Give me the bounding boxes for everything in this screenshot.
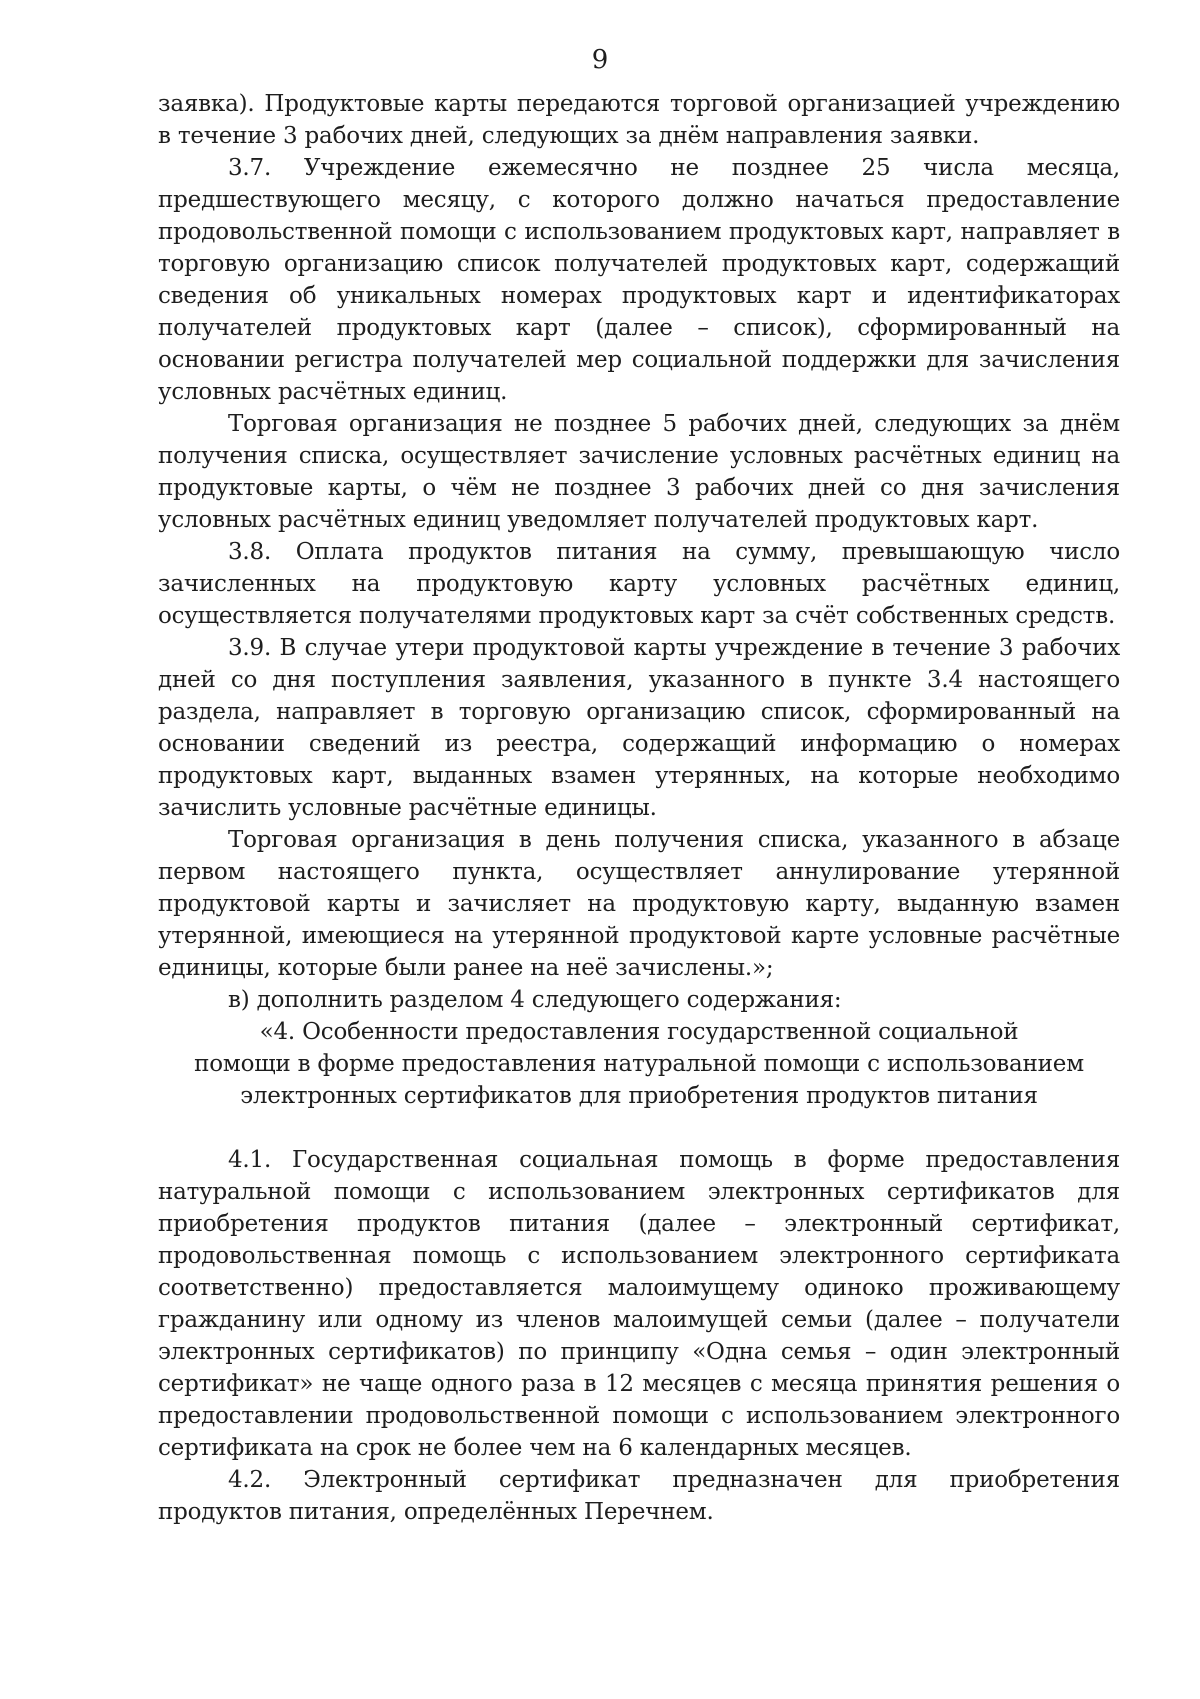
paragraph-3-7-crediting: Торговая организация не позднее 5 рабочих дней, следующих за днём получения списка, осуществляет зачисление условных расчётных единиц на продуктовые карты, о чём не позднее 3 рабочих дней со дня зачисления условных расчётных единиц уведомляет получателей продуктовых карт.: [158, 411, 1120, 533]
section-4-heading-line-1: «4. Особенности предоставления государственной социальной: [259, 1019, 1019, 1045]
heading-spacer: [158, 1112, 1120, 1144]
paragraph-3-9-annulment: Торговая организация в день получения списка, указанного в абзаце первом настоящего пункта, осуществляет аннулирование утерянной продуктовой карты и зачисляет на продуктовую карту, выданную взамен утерянной, имеющиеся на утерянной продуктовой карте условные расчётные единицы, которые были ранее на неё зачислены.»;: [158, 827, 1120, 981]
paragraph-4-1: 4.1. Государственная социальная помощь в форме предоставления натуральной помощи с использованием электронных сертификатов для приобретения продуктов питания (далее – электронный сертификат, продовольственная помощь с использованием электронного сертификата соответственно) предоставляется малоимущему одиноко проживающему гражданину или одному из членов малоимущей семьи (далее – получатели электронных сертификатов) по принципу «Одна семья – один электронный сертификат» не чаще одного раза в 12 месяцев с месяца принятия решения о предоставлении продовольственной помощи с использованием электронного сертификата на срок не более чем на 6 календарных месяцев.: [158, 1147, 1120, 1461]
section-4-heading-line-2: помощи в форме предоставления натуральной помощи с использованием: [194, 1051, 1084, 1077]
paragraph-4-2: 4.2. Электронный сертификат предназначен для приобретения продуктов питания, определённых Перечнем.: [158, 1467, 1120, 1525]
section-4-heading-line-3: электронных сертификатов для приобретения продуктов питания: [240, 1083, 1038, 1109]
document-body: [158, 88, 1120, 1528]
paragraph-continuation: заявка). Продуктовые карты передаются торговой организацией учреждению в течение 3 рабочих дней, следующих за днём направления заявки.: [158, 91, 1120, 149]
page-number: 9: [591, 45, 609, 75]
paragraph-3-7: 3.7. Учреждение ежемесячно не позднее 25 числа месяца, предшествующего месяцу, с которого должно начаться предоставление продовольственной помощи с использованием продуктовых карт, направляет в торговую организацию список получателей продуктовых карт, содержащий сведения об уникальных номерах продуктовых карт и идентификаторах получателей продуктовых карт (далее – список), сформированный на основании регистра получателей мер социальной поддержки для зачисления условных расчётных единиц.: [158, 155, 1120, 405]
paragraph-3-9: 3.9. В случае утери продуктовой карты учреждение в течение 3 рабочих дней со дня поступления заявления, указанного в пункте 3.4 настоящего раздела, направляет в торговую организацию список, сформированный на основании сведений из реестра, содержащий информацию о номерах продуктовых карт, выданных взамен утерянных, на которые необходимо зачислить условные расчётные единицы.: [158, 635, 1120, 821]
paragraph-amendment-v: в) дополнить разделом 4 следующего содержания:: [228, 987, 842, 1013]
paragraph-3-8: 3.8. Оплата продуктов питания на сумму, превышающую число зачисленных на продуктовую карту условных расчётных единиц, осуществляется получателями продуктовых карт за счёт собственных средств.: [158, 539, 1120, 629]
